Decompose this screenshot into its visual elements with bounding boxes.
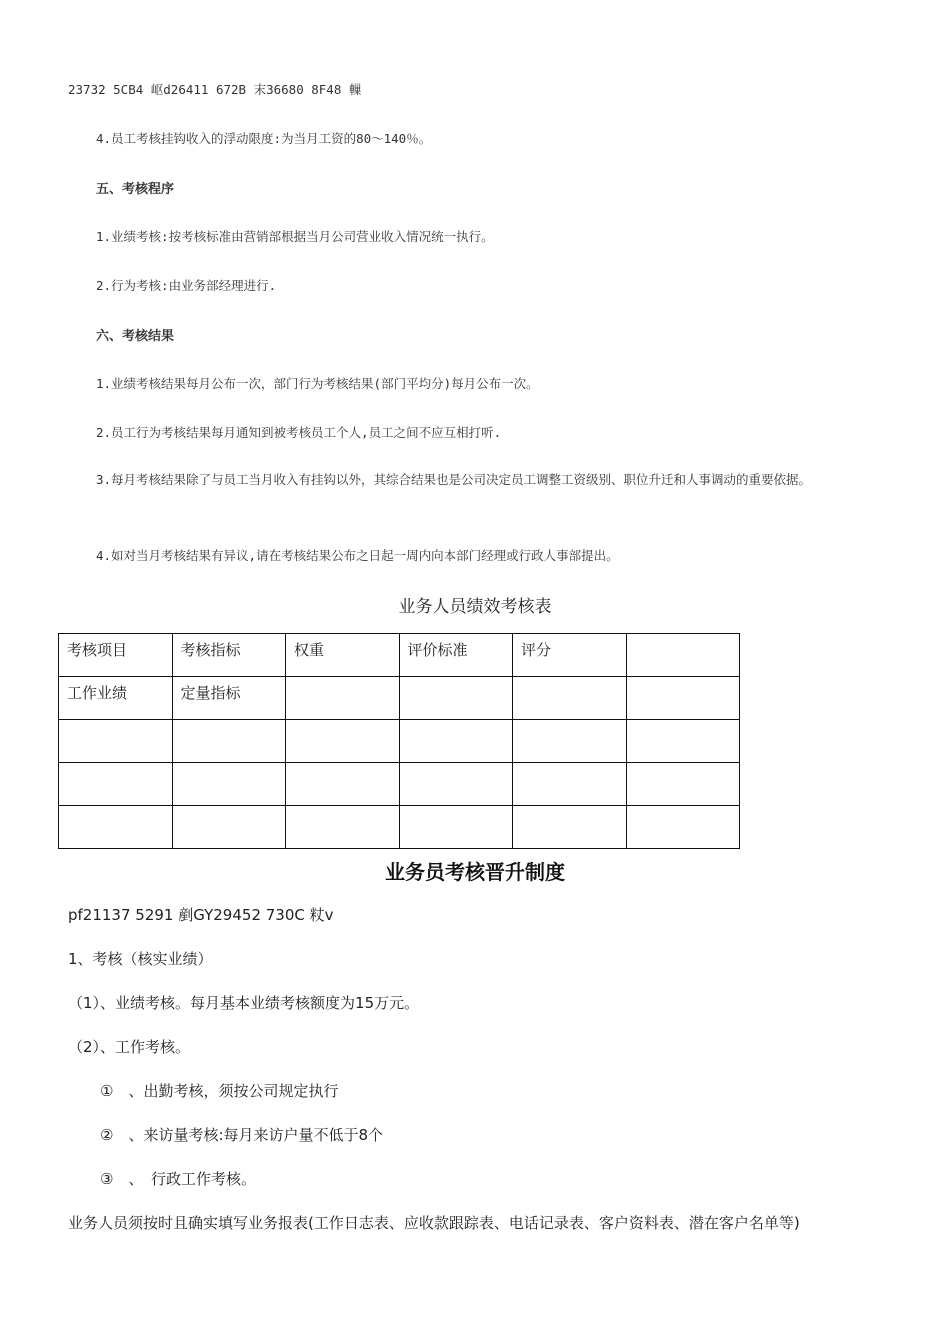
promotion-item1-1: （1）、业绩考核。每月基本业绩考核额度为15万元。	[68, 994, 420, 1012]
promotion-item1: 1、考核（核实业绩）	[68, 950, 213, 968]
performance-table	[58, 633, 740, 849]
table-cell: 定量指标	[172, 677, 286, 720]
table-row	[59, 806, 740, 849]
table-cell	[286, 720, 400, 763]
table-header-row	[59, 634, 740, 677]
promotion-report-note: 业务人员须按时且确实填写业务报表(工作日志表、应收款跟踪表、电话记录表、客户资料表、潜在客户名单等)	[68, 1214, 800, 1232]
table-cell	[399, 763, 513, 806]
table-cell	[513, 806, 627, 849]
section5-item1: 1.业绩考核:按考核标准由营销部根据当月公司营业收入情况统一执行。	[96, 229, 494, 244]
promotion-code: pf21137 5291 剷GY29452 730C 粀v	[68, 906, 334, 924]
table-cell	[172, 806, 286, 849]
promotion-subitem-2: ② 、来访量考核:每月来访户量不低于8个	[100, 1126, 384, 1144]
table-cell	[399, 806, 513, 849]
table-cell	[286, 806, 400, 849]
header-code: 23732 5CB4 岖d26411 672B 末36680 8F48 轈	[68, 82, 362, 97]
section6-item4: 4.如对当月考核结果有异议,请在考核结果公布之日起一周内向本部门经理或行政人事部提出。	[96, 548, 619, 563]
table-cell	[172, 720, 286, 763]
section6-heading: 六、考核结果	[96, 329, 175, 344]
table-header-cell	[626, 634, 740, 677]
table-cell	[59, 763, 173, 806]
table-row	[59, 677, 740, 720]
table-cell	[626, 677, 740, 720]
table-cell	[286, 763, 400, 806]
table-header-cell: 评价标准	[399, 634, 513, 677]
table-cell	[399, 720, 513, 763]
table-header-cell: 考核项目	[59, 634, 173, 677]
table-title: 业务人员绩效考核表	[398, 597, 552, 617]
section5-heading: 五、考核程序	[96, 182, 175, 197]
table-cell	[513, 763, 627, 806]
table-cell	[286, 677, 400, 720]
section6-item2: 2.员工行为考核结果每月通知到被考核员工个人,员工之间不应互相打听.	[96, 425, 502, 440]
section6-item3: 3.每月考核结果除了与员工当月收入有挂钩以外，其综合结果也是公司决定员工调整工资级别、职位升迁和人事调动的重要依据。	[96, 472, 812, 487]
section6-item1: 1.业绩考核结果每月公布一次，部门行为考核结果(部门平均分)每月公布一次。	[96, 376, 539, 391]
table-cell	[172, 763, 286, 806]
table-header-cell: 评分	[513, 634, 627, 677]
promotion-subitem-3: ③ 、 行政工作考核。	[100, 1170, 256, 1188]
table-cell	[513, 677, 627, 720]
promotion-subitem-1: ① 、出勤考核，须按公司规定执行	[100, 1082, 339, 1100]
table-cell	[513, 720, 627, 763]
table-row	[59, 763, 740, 806]
table-cell	[399, 677, 513, 720]
table-header-cell: 权重	[286, 634, 400, 677]
table-cell: 工作业绩	[59, 677, 173, 720]
promotion-title: 业务员考核晋升制度	[385, 860, 565, 884]
table-row	[59, 720, 740, 763]
table-header-cell: 考核指标	[172, 634, 286, 677]
table-cell	[59, 720, 173, 763]
section4-item4: 4.员工考核挂钩收入的浮动限度:为当月工资的80～140％。	[96, 131, 432, 146]
promotion-item1-2: （2）、工作考核。	[68, 1038, 191, 1056]
table-cell	[59, 806, 173, 849]
table-cell	[626, 806, 740, 849]
section5-item2: 2.行为考核:由业务部经理进行.	[96, 278, 277, 293]
table-cell	[626, 720, 740, 763]
table-cell	[626, 763, 740, 806]
